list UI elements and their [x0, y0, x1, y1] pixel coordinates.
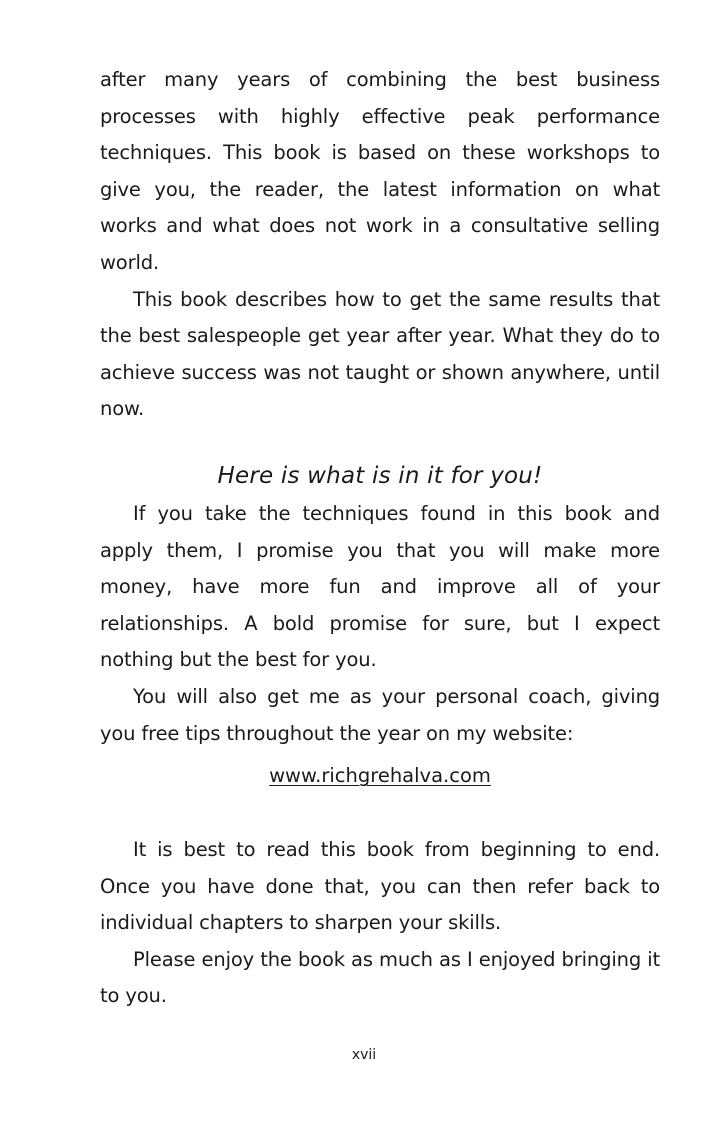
paragraph-promise: If you take the techniques found in this book and apply them, I promise you that you will make more money, have more fun and improve all of your relationships. A bold promise for sure, but I expect nothing but the best for you. [100, 501, 660, 672]
paragraph-coach: You will also get me as your personal coach, giving you free tips throughout the year on my website: [100, 684, 660, 745]
spacer [100, 794, 660, 832]
website-line [100, 758, 660, 794]
paragraph-continuation: after many years of combining the best business processes with highly effective peak performance techniques. This book is based on these workshops to give you, the reader, the latest information on what works and what does not work in a consultative selling world. [100, 68, 660, 274]
paragraph-results: This book describes how to get the same results that the best salespeople get year after year. What they do to achieve success was not taught or shown anywhere, until now. [100, 287, 660, 421]
section-heading: Here is what is in it for you! [217, 462, 543, 489]
website-link[interactable]: www.richgrehalva.com [269, 764, 491, 788]
paragraph-reading-advice: It is best to read this book from beginning to end. Once you have done that, you can then refer back to individual chapters to sharpen your skills. [100, 838, 660, 935]
page-number: xvii [351, 1047, 377, 1063]
paragraph-enjoy: Please enjoy the book as much as I enjoyed bringing it to you. [100, 947, 660, 1008]
page-body [100, 62, 660, 1015]
